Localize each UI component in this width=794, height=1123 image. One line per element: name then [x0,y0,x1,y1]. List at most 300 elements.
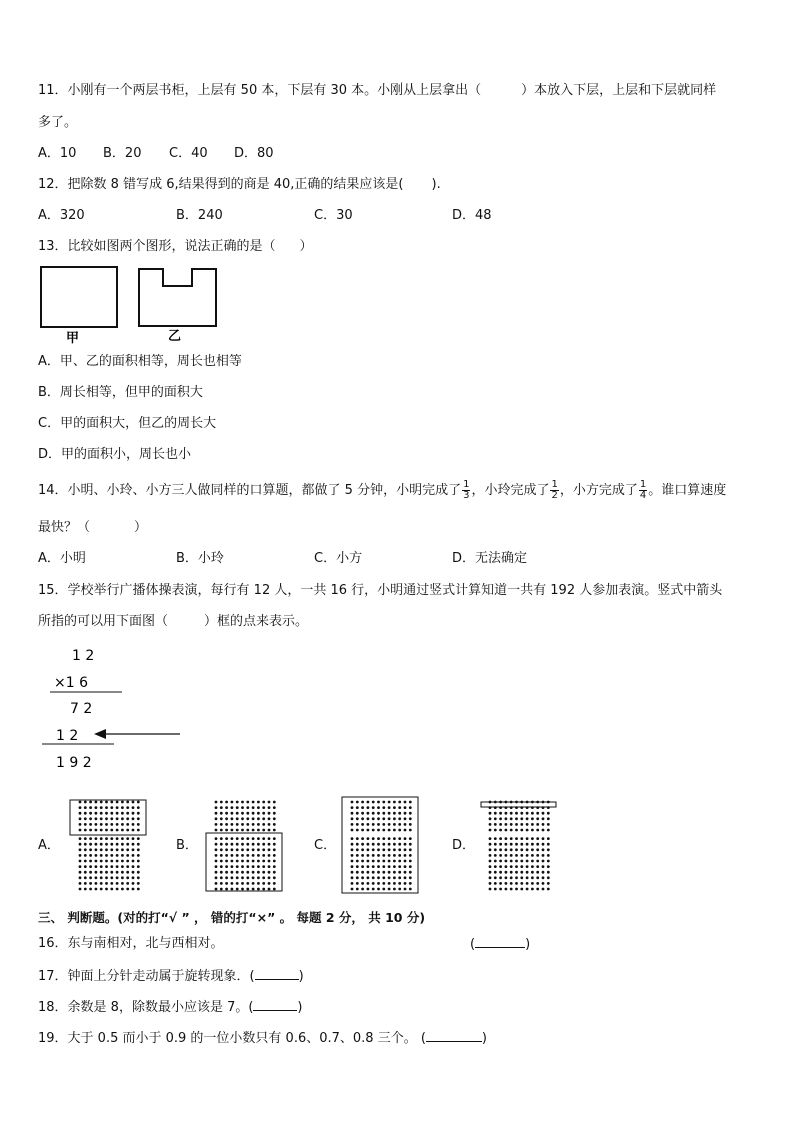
q16-answer[interactable]: ( ) [470,937,531,952]
dot [100,854,103,857]
dot [262,860,265,863]
dot [372,817,375,820]
dot [257,882,260,885]
dot [137,871,140,874]
dot [100,860,103,863]
dot [393,871,396,874]
dot [225,848,228,851]
dot [100,848,103,851]
dot [225,806,228,809]
dot [372,801,375,804]
dot [499,837,502,840]
dot [116,806,119,809]
dot [505,865,508,868]
dot [89,823,92,826]
dot [489,865,492,868]
dot-grid-c-frame [342,797,418,893]
dot-grid-b[interactable] [196,796,296,894]
dot [393,860,396,863]
dot [95,876,98,879]
dot [547,837,550,840]
dot [356,888,359,891]
dot [409,865,412,868]
dot [515,882,518,885]
dot-grid-b-frame [206,833,282,891]
dot [273,860,276,863]
dot [273,854,276,857]
dot [79,882,82,885]
dot [542,829,545,832]
q17-line: 17．钟面上分针走动属于旋转现象．( ) [38,969,304,984]
dot [225,843,228,846]
dot [95,871,98,874]
dot [132,837,135,840]
dot [510,837,513,840]
q17-answer-blank[interactable] [255,967,299,980]
dot [388,871,391,874]
dot [273,829,276,832]
dot [100,888,103,891]
dot [542,888,545,891]
dot [116,812,119,815]
dot [377,876,380,879]
dot [89,888,92,891]
dot [236,882,239,885]
q14-option-d[interactable]: D．无法确定 [452,551,528,566]
dot [494,854,497,857]
q11-option-c[interactable]: C．40 [169,146,208,161]
dot [351,848,354,851]
dot [220,888,223,891]
dot [105,876,108,879]
dot [382,871,385,874]
dot [100,829,103,832]
dot [132,843,135,846]
dot [367,860,370,863]
dot [215,823,218,826]
dot [116,860,119,863]
dot [89,806,92,809]
q14-option-b[interactable]: B．小玲 [176,551,224,566]
q11-option-b[interactable]: B．20 [103,146,142,161]
dot [225,871,228,874]
dot [526,888,529,891]
dot [105,843,108,846]
dot [126,888,129,891]
dot [95,837,98,840]
dot [262,823,265,826]
dot [225,801,228,804]
dot [95,848,98,851]
dot [409,882,412,885]
dot [105,823,108,826]
dot [515,848,518,851]
dot [388,843,391,846]
dot [526,871,529,874]
dot [382,865,385,868]
dot [246,829,249,832]
dot [220,812,223,815]
dot [377,865,380,868]
dot [398,876,401,879]
dot [137,823,140,826]
dot [126,854,129,857]
dot [215,801,218,804]
dot [273,837,276,840]
dot [220,860,223,863]
q12-option-b[interactable]: B．240 [176,208,223,223]
dot [225,882,228,885]
dot [542,871,545,874]
dot [356,829,359,832]
dot [393,848,396,851]
dot [225,888,228,891]
dot [121,888,124,891]
q15-option-a-label[interactable]: A． [38,838,60,853]
dot [547,843,550,846]
dot [361,806,364,809]
q12-option-a[interactable]: A．320 [38,208,85,223]
dot [89,865,92,868]
q16-answer-blank[interactable] [475,935,525,948]
dot [377,848,380,851]
dot [215,817,218,820]
dot [351,876,354,879]
dot [372,854,375,857]
dot [361,871,364,874]
dot [361,817,364,820]
dot [367,848,370,851]
dot [89,882,92,885]
dot [494,829,497,832]
dot [351,888,354,891]
dot [367,817,370,820]
dot [372,871,375,874]
q19-answer-blank[interactable] [426,1029,482,1042]
dot [121,837,124,840]
dot-grid-a[interactable] [60,796,160,894]
dot [351,860,354,863]
dot [257,860,260,863]
dot [361,860,364,863]
dot [79,848,82,851]
dot [520,829,523,832]
dot [273,848,276,851]
dot [526,848,529,851]
dot [505,843,508,846]
dot [510,882,513,885]
dot [220,854,223,857]
q12-line: 12．把除数 8 错写成 6,结果得到的商是 40,正确的结果应该是( ). [38,177,441,192]
dot [89,801,92,804]
shape-yi-notched [139,269,216,326]
dot [137,812,140,815]
q14-line1: 14．小明、小玲、小方三人做同样的口算题，都做了 5 分钟，小明完成了 $\frac{1}{3}$ ，小玲完成了 $\frac{1}{2}$ ，小方完成了 $\frac{1}{4}$ 。谁口算速度 [38,479,727,501]
dot [110,823,113,826]
q11-option-d[interactable]: D．80 [234,146,274,161]
dot [494,888,497,891]
dot [95,812,98,815]
dot [262,812,265,815]
dot [137,876,140,879]
dot [215,843,218,846]
q18-answer-blank[interactable] [253,998,297,1011]
dot [252,837,255,840]
dot-grid-c[interactable] [332,796,432,894]
dot [531,823,534,826]
dot [121,843,124,846]
q14-line2: 最快？（ ） [38,520,148,535]
dot [361,837,364,840]
dot [393,806,396,809]
dot [520,837,523,840]
dot [361,876,364,879]
dot [515,888,518,891]
dot [542,848,545,851]
dot [404,882,407,885]
dot [79,854,82,857]
dot [89,871,92,874]
dot [105,871,108,874]
dot [273,876,276,879]
dot [89,817,92,820]
dot [499,843,502,846]
dot [105,829,108,832]
dot [393,854,396,857]
dot [116,882,119,885]
dot [84,817,87,820]
dot [132,854,135,857]
dot [409,829,412,832]
dot [257,865,260,868]
q15-option-c-label[interactable]: C． [314,838,337,853]
dot [231,871,234,874]
dot [100,843,103,846]
dot [215,871,218,874]
dot [105,865,108,868]
dot [382,812,385,815]
dot [79,806,82,809]
dot [515,829,518,832]
dot [356,843,359,846]
dot [121,806,124,809]
dot [110,801,113,804]
dot [100,806,103,809]
dot [531,817,534,820]
dot [404,823,407,826]
dot [105,817,108,820]
dot [356,860,359,863]
dot [536,860,539,863]
dot [520,888,523,891]
dot [499,812,502,815]
dot [515,837,518,840]
q13-option-d[interactable]: D．甲的面积小，周长也小 [38,447,192,462]
dot [252,806,255,809]
dot [273,843,276,846]
dot [489,888,492,891]
dot [388,812,391,815]
dot [110,837,113,840]
dot [382,876,385,879]
dot [220,871,223,874]
dot [409,843,412,846]
dot [241,854,244,857]
dot [110,843,113,846]
dot [505,871,508,874]
q12-option-c[interactable]: C．30 [314,208,353,223]
dot [225,817,228,820]
dot [79,837,82,840]
dot [531,871,534,874]
dot [84,812,87,815]
dot [393,882,396,885]
dot [372,848,375,851]
q13-option-c[interactable]: C．甲的面积大，但乙的周长大 [38,416,217,431]
dot [215,848,218,851]
dot [526,823,529,826]
q11-line1: 11．小刚有一个两层书柜，上层有 50 本，下层有 30 本。小刚从上层拿出（ ）本放入下层，上层和下层就同样 [38,83,717,98]
dot [84,876,87,879]
dot [388,817,391,820]
dot [268,848,271,851]
dot [231,843,234,846]
dot [100,801,103,804]
dot [382,848,385,851]
dot [351,817,354,820]
dot [262,876,265,879]
dot [121,812,124,815]
dot [262,829,265,832]
dot [377,843,380,846]
dot [137,865,140,868]
dot [132,801,135,804]
dot [215,888,218,891]
dot [547,876,550,879]
q15-option-b-label[interactable]: B． [176,838,198,853]
dot [236,865,239,868]
dot [116,848,119,851]
dot [110,876,113,879]
dot [89,812,92,815]
dot [367,854,370,857]
dot [536,876,539,879]
dot [236,888,239,891]
dot [489,860,492,863]
dot [236,817,239,820]
dot [100,876,103,879]
dot [356,812,359,815]
q13-option-b[interactable]: B．周长相等，但甲的面积大 [38,385,203,400]
dot [215,806,218,809]
dot [116,817,119,820]
dot [121,876,124,879]
dot [273,806,276,809]
dot [388,882,391,885]
dot [84,888,87,891]
dot [351,865,354,868]
dot [95,843,98,846]
dot [505,882,508,885]
q15-line2: 所指的可以用下面图（ ）框的点来表示。 [38,614,309,629]
q15-option-d-label[interactable]: D． [452,838,476,853]
q14-option-c[interactable]: C．小方 [314,551,363,566]
dot [126,865,129,868]
dot [215,865,218,868]
q14-option-a[interactable]: A．小明 [38,551,86,566]
dot [137,829,140,832]
q16-line: 16．东与南相对，北与西相对。 [38,936,224,951]
dot [351,829,354,832]
calc-multiplicand: 1 2 [72,648,95,664]
dot [110,882,113,885]
dot [84,829,87,832]
dot [361,888,364,891]
dot [225,876,228,879]
dot [382,829,385,832]
section-3-heading: 三、 判断题。(对的打“√ ” ， 错的打“×” 。 每题 2 分， 共 10 分) [38,910,426,925]
dot [520,817,523,820]
dot [526,854,529,857]
dot [241,860,244,863]
dot [246,860,249,863]
dot [231,848,234,851]
q13-option-a[interactable]: A．甲、乙的面积相等，周长也相等 [38,354,242,369]
dot [377,860,380,863]
dot [95,829,98,832]
dot [409,854,412,857]
q11-option-a[interactable]: A．10 [38,146,77,161]
dot [361,854,364,857]
dot [398,806,401,809]
dot [393,876,396,879]
dot [132,812,135,815]
dot-grid-b-dots [215,801,276,891]
dot [367,801,370,804]
dot [351,843,354,846]
dot [382,888,385,891]
dot [257,829,260,832]
dot [404,865,407,868]
dot [132,848,135,851]
dot [84,837,87,840]
dot [236,812,239,815]
dot [84,801,87,804]
dot [377,882,380,885]
q13-line: 13．比较如图两个图形，说法正确的是（ ） [38,239,313,254]
dot [231,888,234,891]
dot [515,812,518,815]
dot [398,817,401,820]
dot [526,843,529,846]
dot [388,829,391,832]
dot [273,888,276,891]
dot [252,860,255,863]
q12-option-d[interactable]: D．48 [452,208,492,223]
dot-grid-d[interactable] [470,796,570,894]
dot-grid-a-frame [70,800,146,835]
dot [367,837,370,840]
dot [510,843,513,846]
dot [79,817,82,820]
dot [409,806,412,809]
dot [377,812,380,815]
dot [542,823,545,826]
dot [531,860,534,863]
dot [388,865,391,868]
dot [382,882,385,885]
dot [105,801,108,804]
